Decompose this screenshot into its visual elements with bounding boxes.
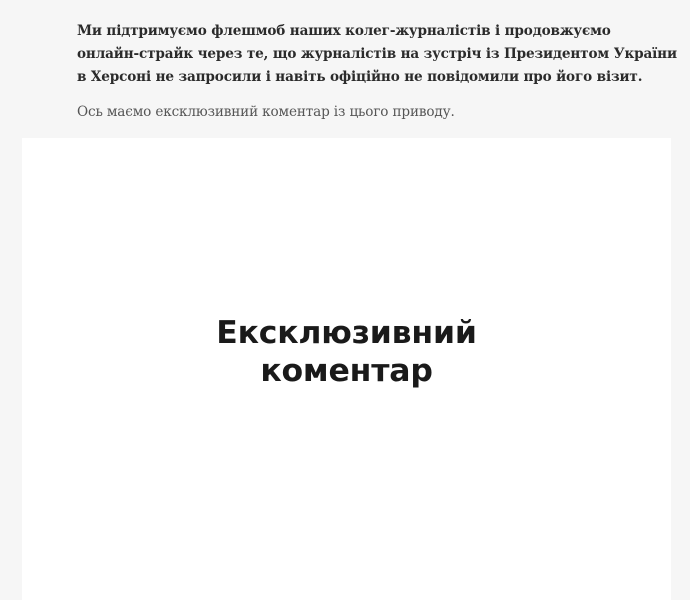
image-heading-line: коментар bbox=[260, 353, 433, 389]
article-image bbox=[22, 138, 671, 600]
article-lead bbox=[77, 20, 677, 89]
lead-line: Ми підтримуємо флешмоб наших колег-журналістів і продовжуємо bbox=[77, 23, 611, 39]
image-heading bbox=[22, 314, 671, 390]
article-paragraph: Ось маємо ексклюзивний коментар із цього приводу. bbox=[77, 104, 455, 120]
image-heading-line: Ексклюзивний bbox=[216, 315, 477, 351]
lead-line: в Херсоні не запросили і навіть офіційно не повідомили про його візит. bbox=[77, 69, 643, 85]
lead-line: онлайн-страйк через те, що журналістів на зустріч із Президентом України bbox=[77, 46, 677, 62]
